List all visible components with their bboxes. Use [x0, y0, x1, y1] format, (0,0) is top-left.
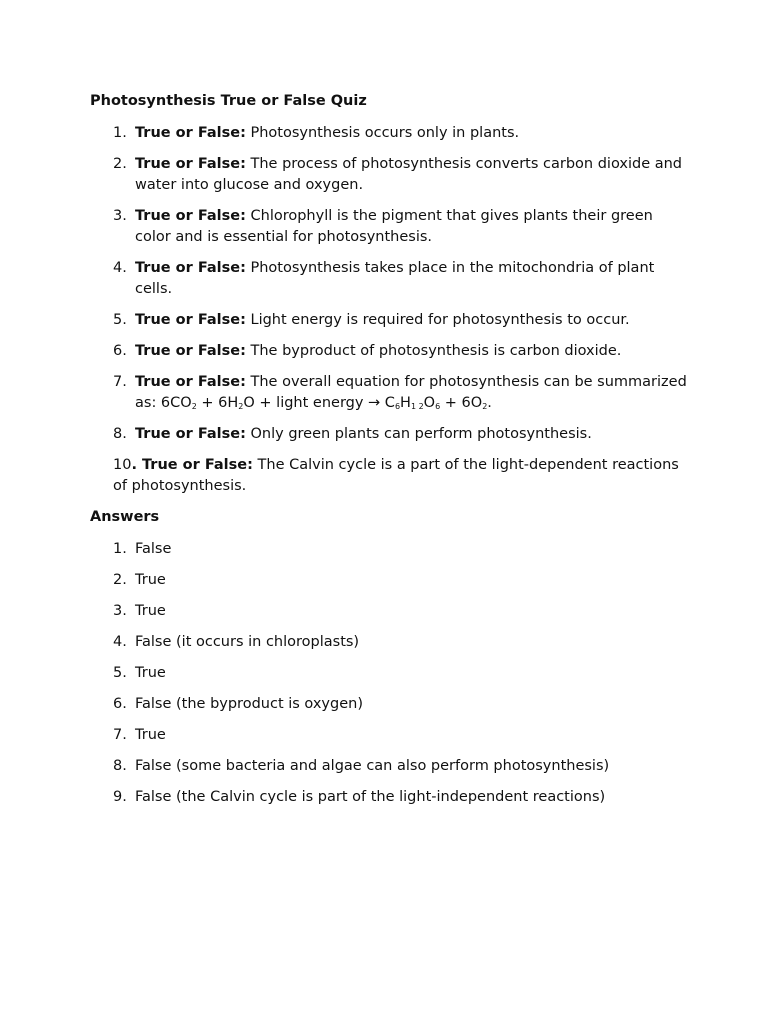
- equation-text: H: [400, 395, 411, 411]
- answer-item: [113, 725, 690, 746]
- question-number: 4.: [113, 260, 127, 276]
- document: [90, 91, 690, 818]
- subscript: 6: [394, 402, 401, 411]
- question-text: Photosynthesis takes place in the mitochondria of plant cells.: [135, 260, 655, 297]
- equation-text: + 6H: [196, 395, 239, 411]
- question-lead: True or False:: [135, 426, 246, 442]
- question-item-10: [113, 455, 690, 497]
- question-number: 8.: [113, 426, 127, 442]
- question-item: [113, 258, 690, 300]
- subscript: 6: [435, 402, 441, 411]
- answer-number: 5.: [113, 665, 127, 681]
- question-number: 2.: [113, 156, 127, 172]
- question-item: [113, 154, 690, 196]
- answer-item: [113, 756, 690, 777]
- question-number: 7.: [113, 374, 127, 390]
- question-body: [135, 154, 690, 196]
- quiz-title: Photosynthesis True or False Quiz: [90, 93, 367, 109]
- subscript: 2: [191, 402, 197, 411]
- question-text: Photosynthesis occurs only in plants.: [250, 125, 520, 141]
- question-number: 5.: [113, 312, 127, 328]
- question-body: [135, 258, 690, 300]
- answer-number: 3.: [113, 603, 127, 619]
- answers-heading: Answers: [90, 509, 160, 525]
- equation-text: O: [423, 395, 436, 411]
- question-lead: True or False:: [135, 260, 246, 276]
- question-item: [113, 123, 690, 144]
- answer-text: True: [135, 665, 166, 681]
- question-number: 1.: [113, 125, 127, 141]
- answer-number: 8.: [113, 758, 127, 774]
- question-lead: . True or False:: [131, 457, 253, 473]
- equation-text: O + light energy → C: [243, 395, 395, 411]
- question-number: 6.: [113, 343, 127, 359]
- question-body: [135, 123, 690, 144]
- answer-item: [113, 694, 690, 715]
- answer-text: True: [135, 727, 166, 743]
- answer-item: [113, 539, 690, 560]
- question-text: The process of photosynthesis converts carbon dioxide and water into glucose and oxygen.: [135, 156, 683, 193]
- equation-text: The overall equation for photosynthesis can be summarized as: 6CO: [135, 374, 687, 411]
- question-body: [135, 206, 690, 248]
- answer-number: 4.: [113, 634, 127, 650]
- question-number: 10: [113, 457, 132, 473]
- equation-text: .: [487, 395, 492, 411]
- question-number: 3.: [113, 208, 127, 224]
- question-text: Only green plants can perform photosynthesis.: [250, 426, 592, 442]
- question-body: [135, 424, 690, 445]
- answer-text: False: [135, 541, 172, 557]
- question-item: [113, 424, 690, 445]
- answer-text: False (the byproduct is oxygen): [135, 696, 363, 712]
- answer-text: False (the Calvin cycle is part of the light-independent reactions): [135, 789, 606, 805]
- question-lead: True or False:: [135, 125, 246, 141]
- question-item: [113, 372, 690, 414]
- answer-number: 6.: [113, 696, 127, 712]
- answer-text: True: [135, 603, 166, 619]
- answer-item: [113, 787, 690, 808]
- question-lead: True or False:: [135, 343, 246, 359]
- question-lead: True or False:: [135, 312, 246, 328]
- question-text: Chlorophyll is the pigment that gives plants their green color and is essential for photosynthesis.: [135, 208, 653, 245]
- answer-text: False (some bacteria and algae can also perform photosynthesis): [135, 758, 610, 774]
- question-body: [135, 310, 690, 331]
- question-body: [135, 372, 690, 414]
- equation-text: + 6O: [440, 395, 483, 411]
- answer-number: 1.: [113, 541, 127, 557]
- subscript: 2: [238, 402, 244, 411]
- question-item: [113, 341, 690, 362]
- subscript: 2: [482, 402, 488, 411]
- question-lead: True or False:: [135, 156, 246, 172]
- answer-number: 7.: [113, 727, 127, 743]
- answer-text: False (it occurs in chloroplasts): [135, 634, 360, 650]
- question-lead: True or False:: [135, 208, 246, 224]
- answer-item: [113, 663, 690, 684]
- answer-item: [113, 570, 690, 591]
- answer-number: 9.: [113, 789, 127, 805]
- subscript: 1 2: [410, 402, 424, 411]
- question-lead: True or False:: [135, 374, 246, 390]
- answer-item: [113, 632, 690, 653]
- question-text: The Calvin cycle is a part of the light-dependent reactions of photosynthesis.: [113, 457, 679, 494]
- question-text: The byproduct of photosynthesis is carbon dioxide.: [250, 343, 622, 359]
- question-text: Light energy is required for photosynthesis to occur.: [250, 312, 630, 328]
- question-item: [113, 206, 690, 248]
- question-body: [135, 341, 690, 362]
- answer-text: True: [135, 572, 166, 588]
- answer-number: 2.: [113, 572, 127, 588]
- question-item: [113, 310, 690, 331]
- answer-item: [113, 601, 690, 622]
